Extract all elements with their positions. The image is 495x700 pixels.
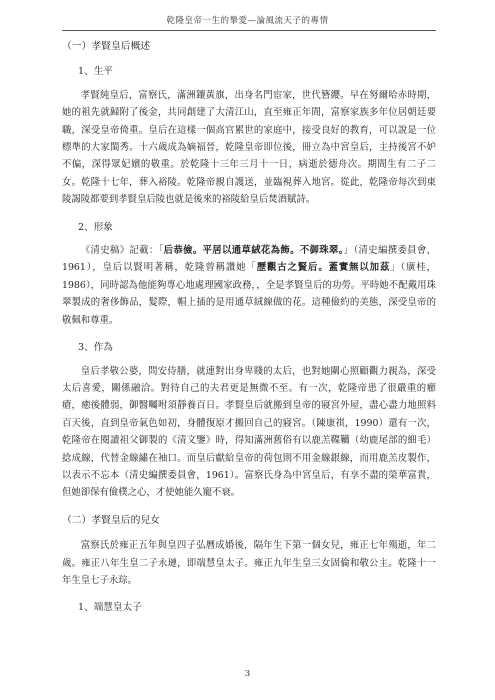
quote-intro: 《清史稿》記載：「 <box>80 245 164 257</box>
paragraph-deeds: 皇后孝敬公婆，問安侍膳，就連對出身卑賤的太后，也對她關心照顧觀力親為，深受太后喜愛，關係融洽。對待自己的夫君更是無微不至。有一次，乾隆帝患了很嚴重的癤瘡，癒後體弱，御醫囑咐須靜養百日。孝賢皇后就搬到皇帝的寢宮外屋，盡心盡力地照料百天後，直到皇帝氣色如初，身體復原才搬回自己的寢宮。（陳康祺，1990）還有一次，乾隆帝在閱讀祖父御製的《清文鑒》時，得知滿洲舊俗有以鹿羔鞢韉（幼鹿尾部的細毛）捻成線，代替金線繡在袖口。而皇后獻給皇帝的荷包則不用金線銀線，而用鹿羔皮製作，以表示不忘本（清史編撰委員會，1961）。富察氏身為中宮皇后，有享不盡的榮華富貴，但她卻保有儉樸之心，才使她能久寵不衰。 <box>62 365 436 499</box>
subheading-image: 2、形象 <box>78 221 113 233</box>
page-number: 3 <box>244 669 251 679</box>
quote-rest: 」（廣桂，1986），同時認為他能夠專心地處理國家政務，，全是孝賢皇后的功勞。平時她不配戴用珠翠製成的奢侈飾品，髮際，帽上插的是用通草絨線做的花。這種儉約的美態，深受皇帝的敬佩和尊重。 <box>62 262 436 326</box>
subheading-deeds: 3、作為 <box>78 342 113 354</box>
paragraph-biography: 孝賢純皇后，富察氏，滿洲鑲黃旗，出身名門宦家，世代簪纓。早在努爾哈赤時期，她的祖先就歸附了後金，共同創建了大清江山，直至雍正年間，富察家族多年位居朝廷要職，深受皇帝倚重。皇后在這樣一個高官累世的家庭中，接受良好的教育，可以說是一位標準的大家閨秀。十六歲成為嫡福晉，乾隆皇帝即位後，冊立為中宮皇后，主持後宮不妒不偏，深得眾妃嬪的敬重。於乾隆十三年三月十一日，病逝於德舟次。期間生有二子二女。乾隆十七年，葬入裕陵。乾隆帝親自護送，並臨視葬入地宮。從此，乾隆帝每次到東陵謁陵都要到孝賢皇后陵也就是後來的裕陵給皇后焚酒賦詩。 <box>62 89 436 206</box>
page-header: 乾隆皇帝一生的摯愛—論風流天子的專情 <box>166 16 329 26</box>
subheading-biography: 1、生平 <box>78 66 113 78</box>
quote-highlight: 后恭儉。平居以通草絨花為飾。不御珠翠。 <box>163 245 344 257</box>
section-title-2: （二）孝賢皇后的兒女 <box>62 514 160 526</box>
paragraph-children: 富察氏於雍正五年與皇四子弘曆成婚後，隔年生下第一個女兒，雍正七年殤逝，年二歲。雍正八年生皇二子永璉，即端慧皇太子。雍正九年生皇三女固倫和敬公主。乾隆十一年生皇七子永琮。 <box>62 540 436 586</box>
subheading-crown-prince: 1、端慧皇太子 <box>78 602 142 614</box>
section-title-1: （一）孝賢皇后概述 <box>62 41 151 52</box>
quote-highlight-2: 歷觀古之賢后。蓋實無以加茲 <box>256 262 391 274</box>
quote-middle: 」（清史編撰委員會，1961），皇后以賢明著稱，乾隆曾稱讚她「 <box>62 245 437 274</box>
header-rule <box>62 30 436 31</box>
document-body <box>62 38 436 623</box>
paragraph-image <box>62 242 436 329</box>
